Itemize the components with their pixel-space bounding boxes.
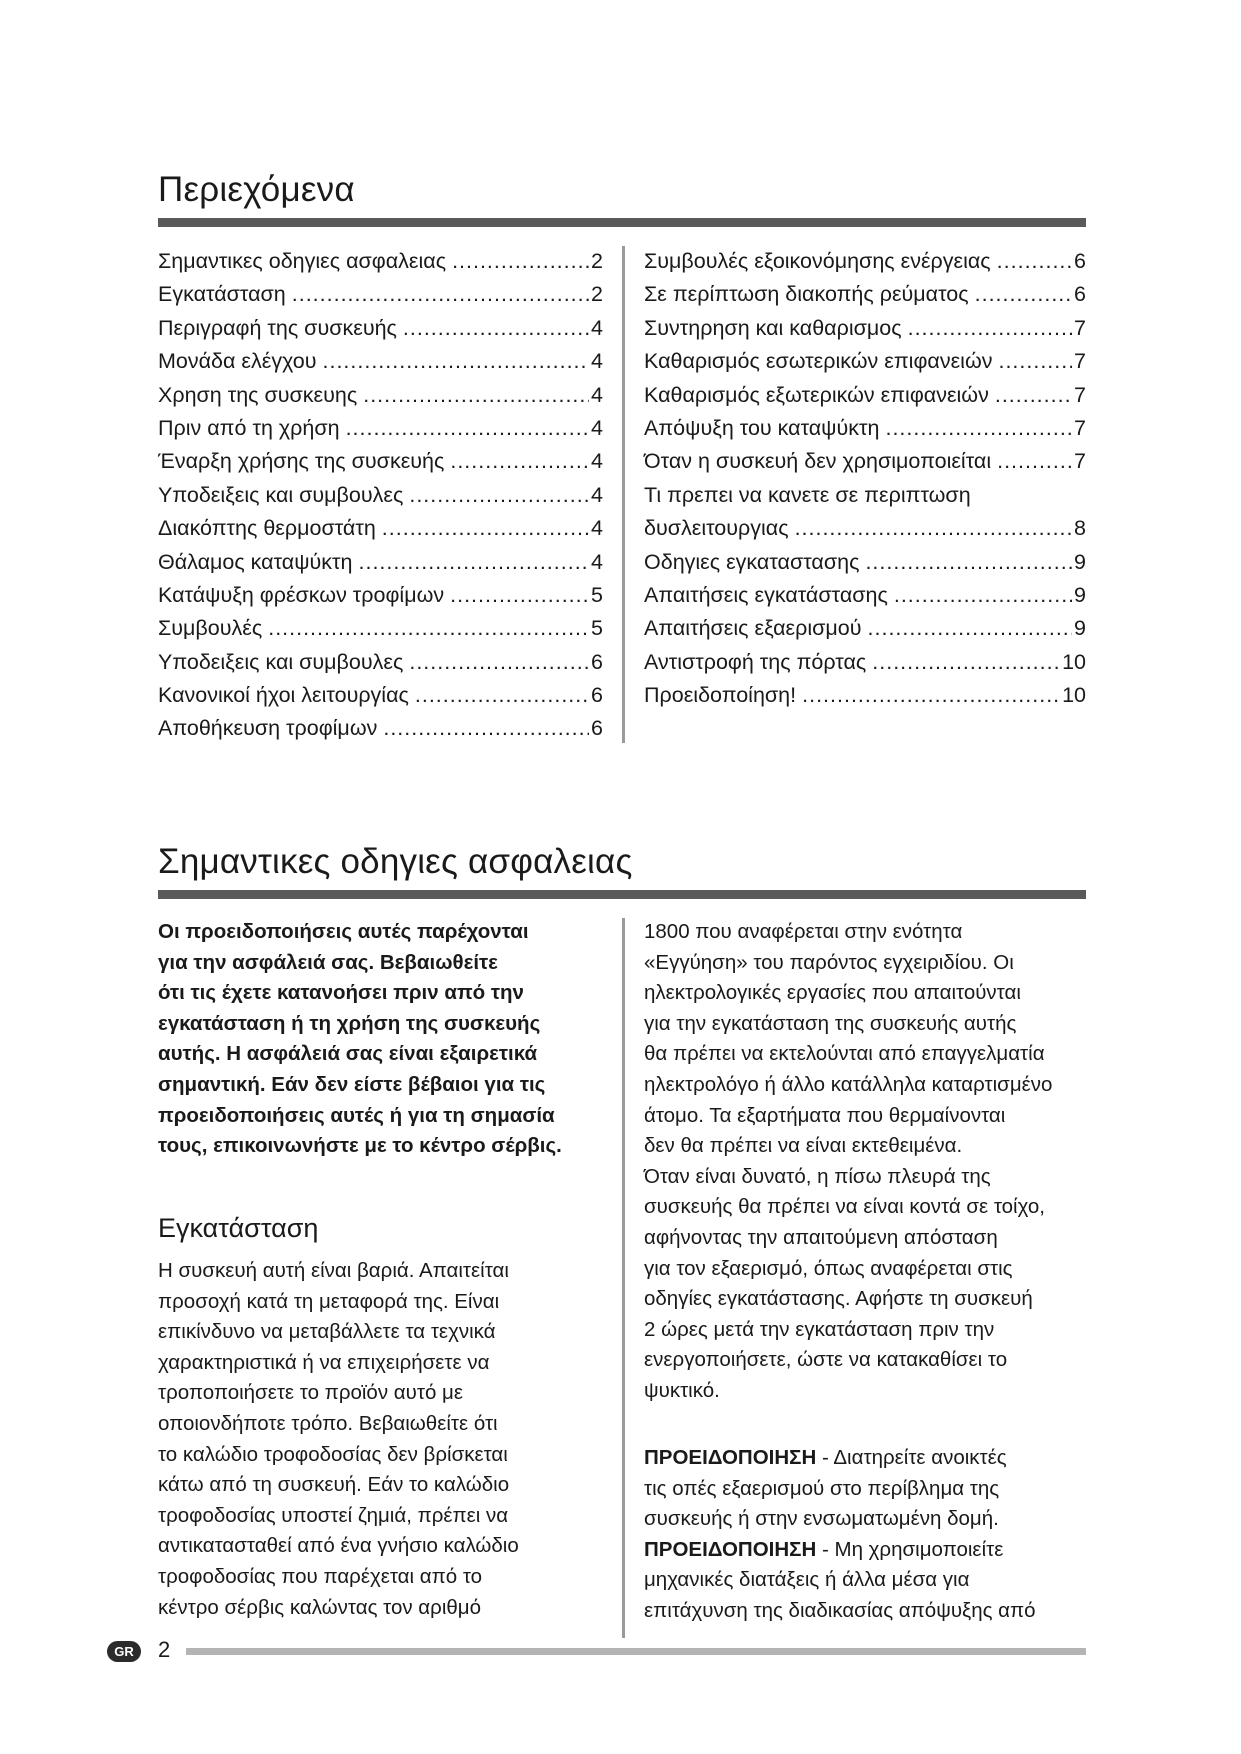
toc-entry [644, 579, 1086, 612]
toc-entry-page: 6 [1074, 249, 1086, 273]
toc-entry-page: 7 [1074, 349, 1086, 374]
toc-entry [158, 312, 603, 345]
toc-entry-page: 4 [591, 415, 603, 440]
toc-leader-dots [292, 278, 589, 311]
text-line: άτομο. Τα εξαρτήματα που θερμαίνονται [644, 1103, 1006, 1127]
text-line: τους, επικοινωνήστε με το κέντρο σέρβις. [158, 1134, 562, 1158]
text-line: θα πρέπει να εκτελούνται από επαγγελματία [644, 1042, 1045, 1066]
toc-column-divider [622, 246, 625, 743]
safety-intro [158, 917, 562, 1162]
toc-entry [644, 646, 1086, 679]
toc-leader-dots [409, 646, 589, 679]
toc-entry-page: 9 [1074, 549, 1086, 574]
install-title: Εγκατάσταση [158, 1213, 319, 1243]
warning-1-line: συσκευής ή στην ενσωματωμένη δομή. [644, 1507, 999, 1531]
toc-entry-page: 7 [1074, 382, 1086, 407]
toc-entry-page: 6 [591, 683, 603, 708]
toc-entry [158, 612, 603, 645]
toc-left-column [158, 245, 603, 746]
text-line: αυτής. Η ασφάλειά σας είναι εξαιρετικά [158, 1042, 538, 1066]
toc-entry-title: Σημαντικες οδηγιες ασφαλειας [158, 249, 447, 273]
toc-entry-page: 4 [591, 549, 603, 574]
toc-entry-page: 9 [1074, 616, 1086, 641]
toc-entry-title: δυσλειτουργιας [644, 516, 789, 541]
toc-entry-title: Προειδοποίηση! [644, 683, 797, 708]
text-line: 1800 που αναφέρεται στην ενότητα [644, 920, 963, 943]
toc-leader-dots [359, 546, 590, 579]
text-line: κάτω από τη συσκευή. Εάν το καλώδιο [158, 1473, 510, 1497]
toc-entry-title: Συντηρηση και καθαρισμος [644, 315, 902, 340]
toc-entry-page: 4 [591, 349, 603, 374]
toc-entry-page: 4 [591, 382, 603, 407]
toc-leader-dots [268, 612, 589, 645]
toc-entry-page: 2 [591, 282, 603, 307]
text-line: αντικατασταθεί από ένα γνήσιο καλώδιο [158, 1534, 519, 1558]
toc-entry [644, 679, 1086, 712]
toc-entry-page: 8 [1074, 516, 1086, 541]
toc-entry [158, 479, 603, 512]
toc-entry-title: Εγκατάσταση [158, 282, 286, 307]
toc-entry-page: 4 [591, 315, 603, 340]
toc-rule [158, 218, 1086, 227]
toc-entry [644, 278, 1086, 311]
text-line: Όταν είναι δυνατό, η πίσω πλευρά της [644, 1164, 991, 1188]
text-line: οδηγίες εγκατάστασης. Αφήστε τη συσκευή [644, 1287, 1033, 1311]
toc-leader-dots [795, 512, 1072, 545]
toc-entry [644, 612, 1086, 645]
safety-title: Σημαντικες οδηγιες ασφαλειας [158, 842, 633, 881]
toc-leader-dots [872, 646, 1060, 679]
toc-entry-page: 7 [1074, 315, 1086, 340]
toc-entry [158, 679, 603, 712]
toc-entry-title: Σε περίπτωση διακοπής ρεύματος [644, 282, 969, 307]
language-badge: GR [107, 1641, 141, 1662]
warning-2-label: ΠΡΟΕΙΔΟΠΟΙΗΣΗ [644, 1537, 817, 1561]
text-line: το καλώδιο τροφοδοσίας δεν βρίσκεται [158, 1442, 508, 1466]
toc-leader-dots [409, 479, 589, 512]
text-line: ηλεκτρολόγο ή άλλο κατάλληλα καταρτισμένο [644, 1072, 1053, 1096]
toc-entry-title: Καθαρισμός εσωτερικών επιφανειών [644, 349, 993, 374]
toc-leader-dots [885, 412, 1072, 445]
warning-2-first: - Μη χρησιμοποιείτε [816, 1537, 1004, 1561]
text-line: για τον εξαερισμό, όπως αναφέρεται στις [644, 1256, 1013, 1280]
text-line: 2 ώρες μετά την εγκατάσταση πριν την [644, 1317, 995, 1341]
toc-entry-page: 4 [591, 449, 603, 474]
footer-rule [186, 1648, 1086, 1655]
text-line: ότι τις έχετε κατανοήσει πριν από την [158, 981, 524, 1005]
toc-entry-page: 6 [1074, 282, 1086, 307]
toc-leader-dots [995, 379, 1072, 412]
toc-leader-dots [802, 679, 1060, 712]
toc-leader-dots [452, 245, 589, 278]
text-line: προσοχή κατά τη μεταφορά της. Είναι [158, 1289, 500, 1313]
install-text [158, 1256, 519, 1623]
text-line: συσκευής θα πρέπει να είναι κοντά σε τοίχο, [644, 1195, 1045, 1219]
toc-entry-page: 7 [1074, 449, 1086, 474]
text-line: δεν θα πρέπει να είναι εκτεθειμένα. [644, 1134, 963, 1158]
toc-entry [158, 379, 603, 412]
toc-entry [158, 445, 603, 478]
toc-entry-page: 5 [591, 616, 603, 641]
text-line: αφήνοντας την απαιτούμενη απόσταση [644, 1225, 998, 1249]
text-line: επικίνδυνο να μεταβάλλετε τα τεχνικά [158, 1320, 496, 1344]
toc-entry-page: 6 [591, 649, 603, 674]
toc-entry [644, 445, 1086, 478]
toc-entry [644, 245, 1086, 278]
text-line: «Εγγύηση» του παρόντος εγχειριδίου. Οι [644, 950, 1014, 974]
toc-leader-dots [383, 712, 589, 745]
toc-entry [158, 546, 603, 579]
toc-entry-title: Συμβουλές [158, 616, 263, 641]
toc-entry-page: 2 [591, 249, 603, 273]
toc-right-column [644, 245, 1086, 712]
toc-entry [644, 312, 1086, 345]
toc-leader-dots [868, 612, 1073, 645]
toc-entry-title: Τι πρεπει να κανετε σε περιπτωση [644, 482, 971, 507]
text-line: κέντρο σέρβις καλώντας τον αριθμό [158, 1595, 481, 1619]
toc-entry-title: Καθαρισμός εξωτερικών επιφανειών [644, 382, 989, 407]
toc-leader-dots [323, 345, 590, 378]
text-line: ηλεκτρολογικές εργασίες που απαιτούνται [644, 981, 1021, 1005]
toc-entry [158, 646, 603, 679]
toc-entry [644, 412, 1086, 445]
toc-leader-dots [998, 345, 1072, 378]
toc-entry [158, 278, 603, 311]
toc-entry [158, 512, 603, 545]
toc-entry-title: Χρηση της συσκευης [158, 382, 358, 407]
toc-leader-dots [997, 445, 1072, 478]
toc-entry-title: Περιγραφή της συσκευής [158, 315, 397, 340]
toc-leader-dots [346, 412, 589, 445]
text-line: σημαντική. Εάν δεν είστε βέβαιοι για τις [158, 1072, 546, 1096]
toc-entry-page: 6 [591, 716, 603, 741]
text-line: τροποποιήσετε το προϊόν αυτό με [158, 1381, 463, 1405]
toc-entry-title: Υποδειξεις και συμβουλες [158, 649, 404, 674]
toc-entry-title: Θάλαμος καταψύκτη [158, 549, 353, 574]
toc-entry-title: Απαιτήσεις εγκατάστασης [644, 582, 888, 607]
toc-entry [644, 546, 1086, 579]
toc-entry-title: Όταν η συσκευή δεν χρησιμοποιείται [644, 449, 992, 474]
text-line: τροφοδοσίας υποστεί ζημιά, πρέπει να [158, 1503, 509, 1527]
page-number: 2 [158, 1637, 171, 1662]
warning-2-line: επιτάχυνση της διαδικασίας απόψυξης από [644, 1598, 1036, 1622]
text-line: ενεργοποιήσετε, ώστε να κατακαθίσει το [644, 1348, 1008, 1372]
toc-entry-title: Έναρξη χρήσης της συσκευής [158, 449, 445, 474]
toc-entry-title: Αποθήκευση τροφίμων [158, 716, 378, 741]
toc-leader-dots [865, 546, 1072, 579]
text-line: εγκατάσταση ή τη χρήση της συσκευής [158, 1011, 541, 1035]
text-line: χαρακτηριστικά ή να επιχειρήσετε να [158, 1350, 490, 1374]
toc-leader-dots [908, 312, 1072, 345]
toc-entry-title: Διακόπτης θερμοστάτη [158, 516, 376, 541]
warning-1-first: - Διατηρείτε ανοικτές [816, 1446, 1007, 1469]
text-line: οποιονδήποτε τρόπο. Βεβαιωθείτε ότι [158, 1411, 498, 1435]
text-line: Οι προειδοποιήσεις αυτές παρέχονται [158, 920, 529, 943]
warning-2-line: μηχανικές διατάξεις ή άλλα μέσα για [644, 1568, 970, 1592]
safety-right-text [644, 917, 1052, 1407]
toc-entry-page: 5 [591, 582, 603, 607]
toc-entry-title: Συμβουλές εξοικονόμησης ενέργειας [644, 249, 991, 273]
toc-entry-title: Αντιστροφή της πόρτας [644, 649, 867, 674]
toc-entry-title: Υποδειξεις και συμβουλες [158, 482, 404, 507]
toc-entry [158, 712, 603, 745]
toc-entry [644, 379, 1086, 412]
toc-leader-dots [415, 679, 589, 712]
toc-entry-page: 7 [1074, 415, 1086, 440]
warning-1-label: ΠΡΟΕΙΔΟΠΟΙΗΣΗ [644, 1446, 817, 1469]
toc-entry-title: Απαιτήσεις εξαερισμού [644, 616, 862, 641]
toc-entry [158, 345, 603, 378]
text-line: τροφοδοσίας που παρέχεται από το [158, 1564, 483, 1588]
toc-entry-page: 10 [1062, 683, 1086, 708]
toc-leader-dots [363, 379, 589, 412]
warning-1-line: τις οπές εξαερισμού στο περίβλημα της [644, 1476, 1000, 1500]
toc-entry-page: 10 [1062, 649, 1086, 674]
toc-title: Περιεχόμενα [158, 170, 355, 209]
toc-entry [158, 245, 603, 278]
toc-entry-page: 9 [1074, 582, 1086, 607]
toc-entry-page: 4 [591, 516, 603, 541]
toc-entry-title: Οδηγιες εγκαταστασης [644, 549, 860, 574]
safety-column-divider [622, 918, 625, 1638]
toc-entry-title: Πριν από τη χρήση [158, 415, 340, 440]
toc-entry [644, 512, 1086, 545]
toc-entry-title: Κατάψυξη φρέσκων τροφίμων [158, 582, 445, 607]
text-line: Η συσκευή αυτή είναι βαριά. Απαιτείται [158, 1259, 509, 1282]
toc-entry [644, 479, 1086, 512]
toc-leader-dots [997, 245, 1072, 278]
text-line: προειδοποιήσεις αυτές ή για τη σημασία [158, 1103, 555, 1127]
toc-entry-page: 4 [591, 482, 603, 507]
toc-leader-dots [894, 579, 1072, 612]
toc-leader-dots [403, 312, 589, 345]
toc-entry [158, 412, 603, 445]
toc-entry-title: Απόψυξη του καταψύκτη [644, 415, 880, 440]
warning-1 [644, 1443, 1036, 1627]
text-line: για την ασφάλειά σας. Βεβαιωθείτε [158, 950, 498, 974]
toc-leader-dots [975, 278, 1072, 311]
toc-leader-dots [450, 579, 589, 612]
toc-entry-title: Μονάδα ελέγχου [158, 349, 317, 374]
text-line: ψυκτικό. [644, 1378, 720, 1402]
toc-leader-dots [450, 445, 589, 478]
toc-entry [158, 579, 603, 612]
toc-entry-title: Κανονικοί ήχοι λειτουργίας [158, 683, 409, 708]
text-line: για την εγκατάσταση της συσκευής αυτής [644, 1011, 1017, 1035]
safety-rule [158, 890, 1086, 899]
toc-entry [644, 345, 1086, 378]
toc-leader-dots [382, 512, 589, 545]
